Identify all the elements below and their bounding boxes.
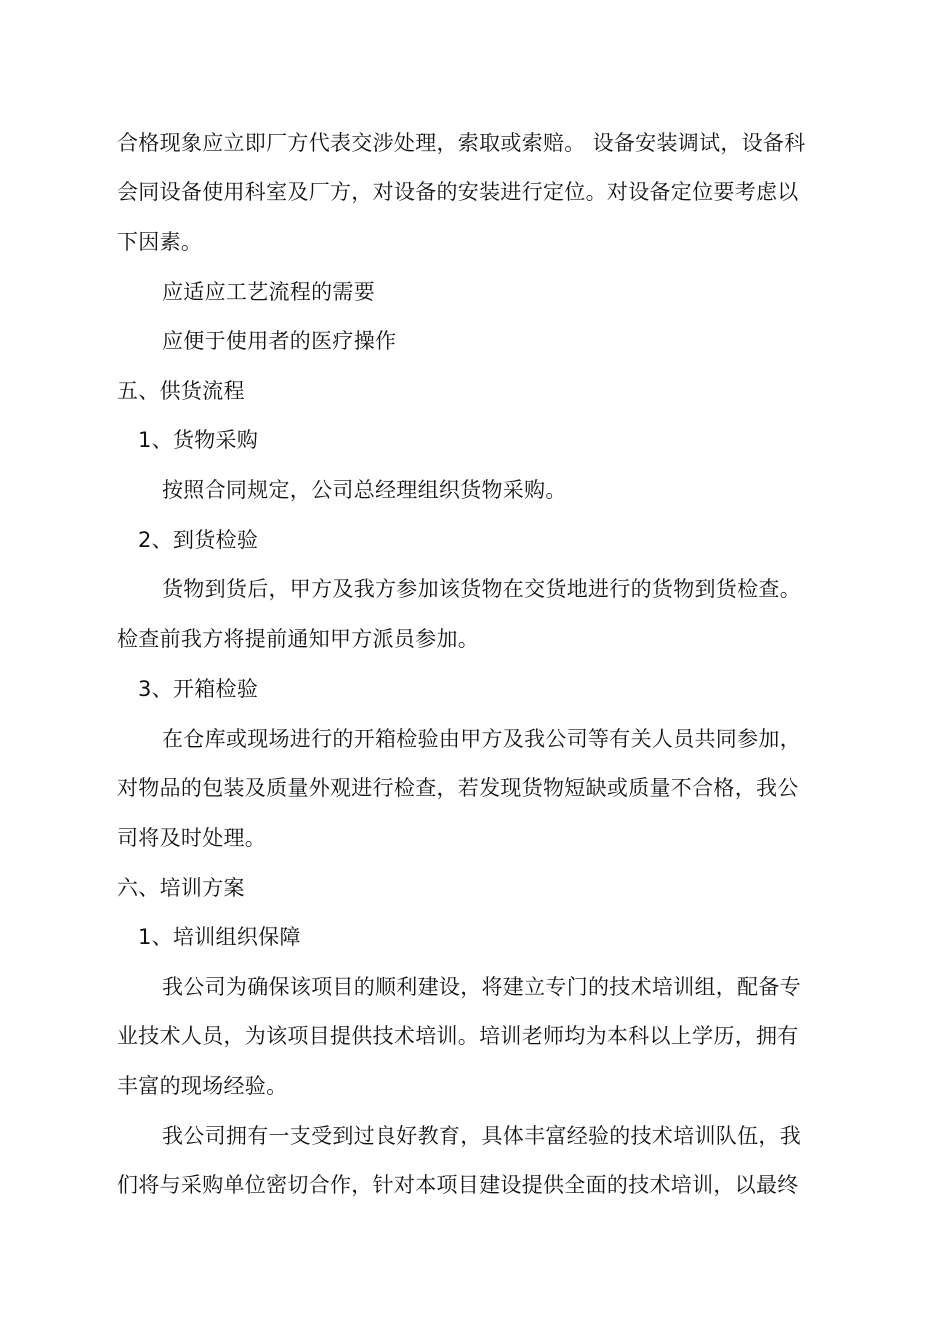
text-line: 对物品的包装及质量外观进行检查，若发现货物短缺或质量不合格，我公	[117, 776, 799, 800]
subsection-heading: 1、货物采购	[138, 428, 259, 452]
text-line: 会同设备使用科室及厂方，对设备的安装进行定位。对设备定位要考虑以	[117, 180, 799, 204]
subsection-heading: 1、培训组织保障	[138, 925, 301, 949]
subsection-heading: 2、到货检验	[138, 528, 259, 552]
text-line: 应便于使用者的医疗操作	[162, 329, 397, 353]
text-line: 丰富的现场经验。	[117, 1074, 288, 1098]
section-heading: 六、培训方案	[117, 876, 245, 900]
text-line: 在仓库或现场进行的开箱检验由甲方及我公司等有关人员共同参加，	[162, 727, 801, 751]
section-heading: 五、供货流程	[117, 379, 245, 403]
text-line: 检查前我方将提前通知甲方派员参加。	[117, 627, 480, 651]
text-line: 业技术人员，为该项目提供技术培训。培训老师均为本科以上学历，拥有	[117, 1024, 799, 1048]
text-line: 下因素。	[117, 230, 203, 254]
text-line: 按照合同规定，公司总经理组织货物采购。	[162, 478, 567, 502]
text-line: 我公司为确保该项目的顺利建设，将建立专门的技术培训组，配备专	[162, 975, 801, 999]
text-line: 应适应工艺流程的需要	[162, 280, 375, 304]
subsection-heading: 3、开箱检验	[138, 677, 259, 701]
text-line: 我公司拥有一支受到过良好教育，具体丰富经验的技术培训队伍，我	[162, 1124, 801, 1148]
text-line: 货物到货后，甲方及我方参加该货物在交货地进行的货物到货检查。	[162, 577, 801, 601]
text-line: 们将与采购单位密切合作，针对本项目建设提供全面的技术培训，以最终	[117, 1173, 799, 1197]
text-line: 司将及时处理。	[117, 826, 267, 850]
text-line: 合格现象应立即厂方代表交涉处理，索取或索赔。 设备安装调试，设备科	[117, 131, 806, 155]
